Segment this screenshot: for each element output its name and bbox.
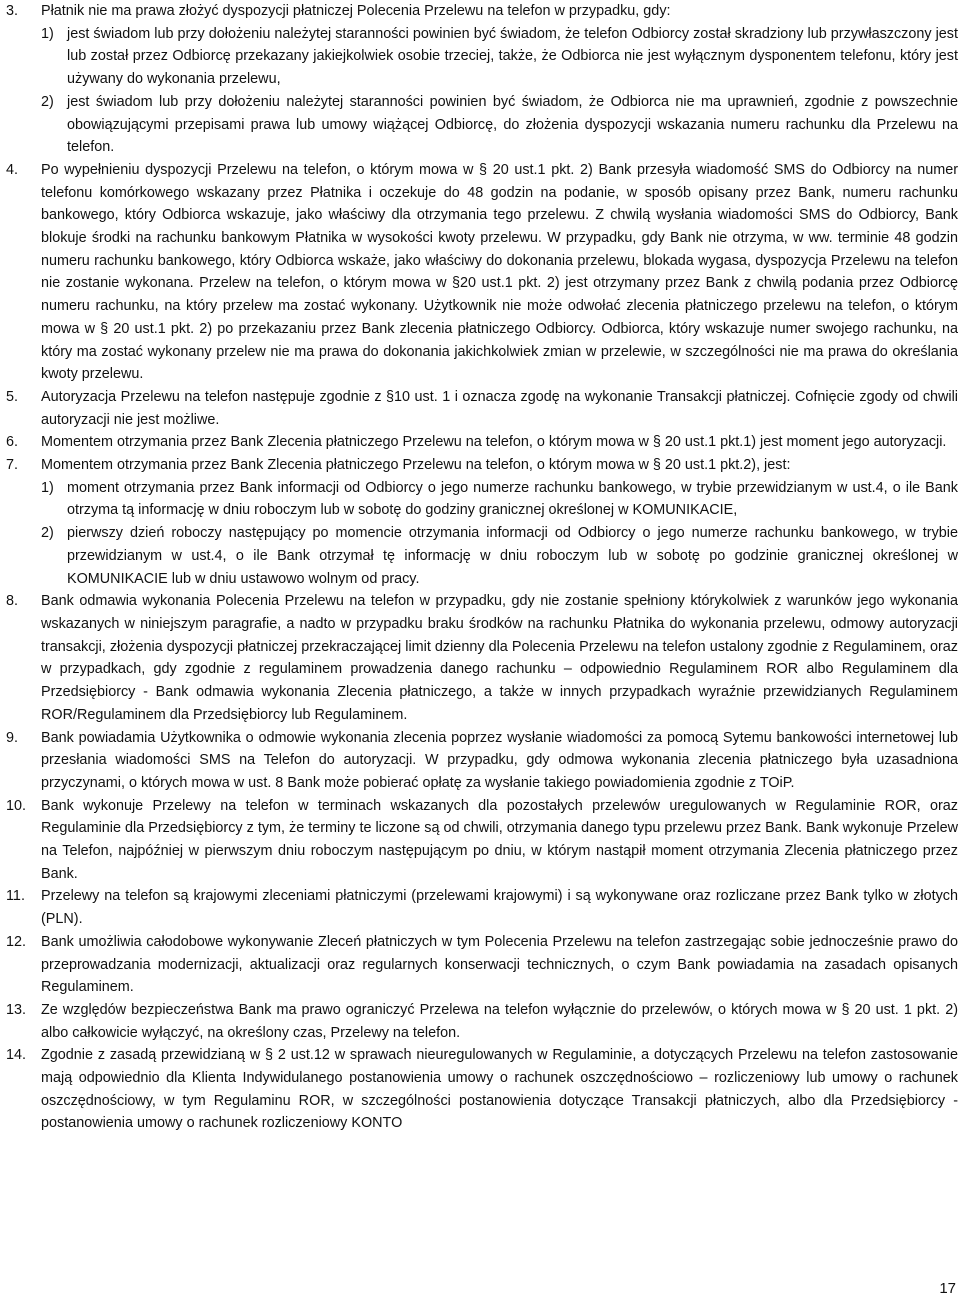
item-number: 4. xyxy=(6,161,19,178)
item-number: 11. xyxy=(6,888,25,905)
paragraph-item-11 xyxy=(6,885,958,930)
paragraph-item-12 xyxy=(6,931,958,999)
item-text: Momentem otrzymania przez Bank Zlecenia płatniczego Przelewu na telefon, o którym mowa w § 20 ust.1 pkt.2), jest: xyxy=(41,457,791,474)
item-text: Ze względów bezpieczeństwa Bank ma prawo ograniczyć Przelewa na telefon wyłącznie do przelewów, o których mowa w § 20 ust. 1 pkt. 2) albo całkowicie wyłączyć, na określony czas, Przelewy na telefon. xyxy=(41,1001,958,1041)
item-number: 9. xyxy=(6,729,19,746)
paragraph-item-13 xyxy=(6,999,958,1044)
paragraph-item-5 xyxy=(6,386,958,431)
item-text: Autoryzacja Przelewu na telefon następuje zgodnie z §10 ust. 1 i oznacza zgodę na wykonanie Transakcji płatniczej. Cofnięcie zgody od chwili autoryzacji nie jest możliwe. xyxy=(41,388,958,428)
paragraph-item-4 xyxy=(6,159,958,386)
sub-item-text: pierwszy dzień roboczy następujący po momencie otrzymania informacji od Odbiorcy o jego numerze rachunku bankowego, w trybie przewidzianym w ust.4, o ile Bank otrzymał tę informację w dniu roboczym lub w sobotę po godzinie granicznej określonej w KOMUNIKACIE lub w dniu ustawowo wolnym od pracy. xyxy=(67,525,958,587)
item-number: 6. xyxy=(6,434,19,451)
item-text: Bank umożliwia całodobowe wykonywanie Zleceń płatniczych w tym Polecenia Przelewu na telefon zastrzegając sobie jednocześnie prawo do przeprowadzania modernizacji, aktualizacji oraz regularnych konserwacji technicznych, o czym Bank powiadamia na zasadach opisanych Regulaminem. xyxy=(41,933,958,996)
paragraph-item-14 xyxy=(6,1044,958,1135)
item-text: Bank odmawia wykonania Polecenia Przelewu na telefon w przypadku, gdy nie zostanie spełniony którykolwiek z warunków jego wykonania wskazanych w niniejszym paragrafie, a nadto w przypadku braku środków na rachunku Płatnika do wykonania przelewu, odmowy autoryzacji transakcji, złożenia dyspozycji płatniczej przekraczającej limit dzienny dla Polecenia Przelewu na telefon ustalony zgodnie z Regulaminem, oraz w przypadkach, gdy zgodnie z regulaminem prowadzenia danego rachunku – odpowiednio Regulaminem ROR albo Regulaminem dla Przedsiębiorcy - Bank odmawia wykonania Zlecenia płatniczego, a także w innych przypadkach wyraźnie przewidzianych Regulaminem ROR/Regulaminem dla Przedsiębiorcy lub Regulaminem. xyxy=(41,593,958,723)
item-number: 5. xyxy=(6,388,19,405)
item-text: Zgodnie z zasadą przewidzianą w § 2 ust.12 w sprawach nieuregulowanych w Regulaminie, a dotyczących Przelewu na telefon zastosowanie mają odpowiednio dla Klienta Indywidulanego postanowienia umowy o rachunek oszczędnościowo – rozliczeniowy lub umowy o rachunek oszczędnościowy, w tym Regulaminu ROR, w szczególności postanowienia dotyczące Transakcji płatniczych, albo dla Przedsiębiorcy - postanowienia umowy o rachunek rozliczeniowy KONTO xyxy=(41,1047,958,1132)
paragraph-item-8 xyxy=(6,590,958,726)
page-number: 17 xyxy=(939,1280,956,1297)
paragraph-item-3 xyxy=(6,0,958,159)
sub-item-text: jest świadom lub przy dołożeniu należytej staranności powinien być świadom, że Odbiorca nie ma uprawnień, zgodnie z powszechnie obowiązującymi przepisami prawa lub umowy wiążącej Odbiorcę, do złożenia dyspozycji wskazania numeru rachunku dla Przelewu na telefon. xyxy=(67,93,958,156)
sub-item-number: 2) xyxy=(41,93,54,110)
sub-item-number: 2) xyxy=(41,525,54,542)
item-number: 10. xyxy=(6,797,27,814)
item-number: 8. xyxy=(6,593,19,610)
item-number: 13. xyxy=(6,1001,27,1018)
sub-item xyxy=(41,91,958,159)
sub-item xyxy=(41,477,958,522)
item-number: 14. xyxy=(6,1047,27,1064)
paragraph-item-10 xyxy=(6,795,958,886)
sub-item-text: jest świadom lub przy dołożeniu należytej staranności powinien być świadom, że telefon Odbiorcy został skradziony lub przywłaszczony jest lub został przez Odbiorcę przekazany jakiejkolwiek osobie trzeciej, także, że Odbiorca nie jest wyłącznym dysponentem telefonu, który jest używany do wykonania przelewu, xyxy=(67,25,958,88)
item-text: Bank powiadamia Użytkownika o odmowie wykonania zlecenia poprzez wysłanie wiadomości za pomocą Sytemu bankowości internetowej lub przesłania wiadomości SMS na Telefon do autoryzacji. W przypadku, gdy odmowa wykonania zlecenia płatniczego była uzasadniona przyczynami, o których mowa w ust. 8 Bank może pobierać opłatę za wysłanie takiego powiadomienia zgodnie z TOiP. xyxy=(41,729,958,791)
item-text: Przelewy na telefon są krajowymi zleceniami płatniczymi (przelewami krajowymi) i są wykonywane oraz rozliczane przez Bank tylko w złotych (PLN). xyxy=(41,888,958,928)
item-text: Płatnik nie ma prawa złożyć dyspozycji płatniczej Polecenia Przelewu na telefon w przypadku, gdy: xyxy=(41,3,671,19)
item-text: Po wypełnieniu dyspozycji Przelewu na telefon, o którym mowa w § 20 ust.1 pkt. 2) Bank przesyła wiadomość SMS do Odbiorcy na numer telefonu komórkowego wskazany przez Płatnika i oczekuje do 48 godzin na podanie, w sposób opisany przez Bank, numeru rachunku bankowego, który Odbiorca wskazuje, jako właściwy dla otrzymania tego przelewu. Z chwilą wysłania wiadomości SMS do Odbiorcy, Bank blokuje środki na rachunku bankowym Płatnika w wysokości kwoty przelewu. W przypadku, gdy Bank nie otrzyma, w ww. terminie 48 godzin numeru rachunku bankowego, który Odbiorca wskaże, jako właściwy do dokonania przelewu, blokada wygasa, dyspozycja Przelewu na telefon nie zostanie wykonana. Przelew na telefon, o którym mowa w §20 ust.1 pkt. 2) jest otrzymany przez Bank z chwilą podania przez Odbiorcę numeru rachunku, na który przelew ma zostać wykonany. Użytkownik nie może odwołać zlecenia płatniczego przelewu na telefon, o którym mowa w § 20 ust.1 pkt. 2) po przekazaniu przez Bank zlecenia płatniczego Odbiorcy. Odbiorca, który wskazuje numer swojego rachunku, na który ma zostać wykonany przelew nie ma prawa do dokonania jakichkolwiek zmian w przelewie, w szczególności nie ma prawa do określania kwoty przelewu. xyxy=(41,161,958,383)
sub-item xyxy=(41,23,958,91)
paragraph-item-6 xyxy=(6,431,958,454)
item-text: Bank wykonuje Przelewy na telefon w terminach wskazanych dla pozostałych przelewów uregulowanych w Regulaminie ROR, oraz Regulaminie dla Przedsiębiorcy z tym, że terminy te liczone są od chwili, otrzymania danego typu przelewu przez Bank. Bank wykonuje Przelew na Telefon, najpóźniej w pierwszym dniu roboczym następującym po dniu, w którym nastąpił moment otrzymania Zlecenia płatniczego przez Bank. xyxy=(41,797,958,882)
paragraph-item-7 xyxy=(6,454,958,590)
item-text: Momentem otrzymania przez Bank Zlecenia płatniczego Przelewu na telefon, o którym mowa w § 20 ust.1 pkt.1) jest moment jego autoryzacji. xyxy=(41,434,947,451)
item-number: 3. xyxy=(6,3,19,19)
regulation-text xyxy=(6,0,958,1135)
paragraph-item-9 xyxy=(6,727,958,795)
sub-item-text: moment otrzymania przez Bank informacji od Odbiorcy o jego numerze rachunku bankowego, w trybie przewidzianym w ust.4, o ile Bank otrzyma tą informację w dniu roboczym lub w sobotę do godziny granicznej określonej w KOMUNIKACIE, xyxy=(67,479,958,519)
sub-item-number: 1) xyxy=(41,479,54,496)
item-number: 7. xyxy=(6,457,19,474)
sub-item-number: 1) xyxy=(41,25,54,42)
item-number: 12. xyxy=(6,933,27,950)
sub-item xyxy=(41,522,958,590)
